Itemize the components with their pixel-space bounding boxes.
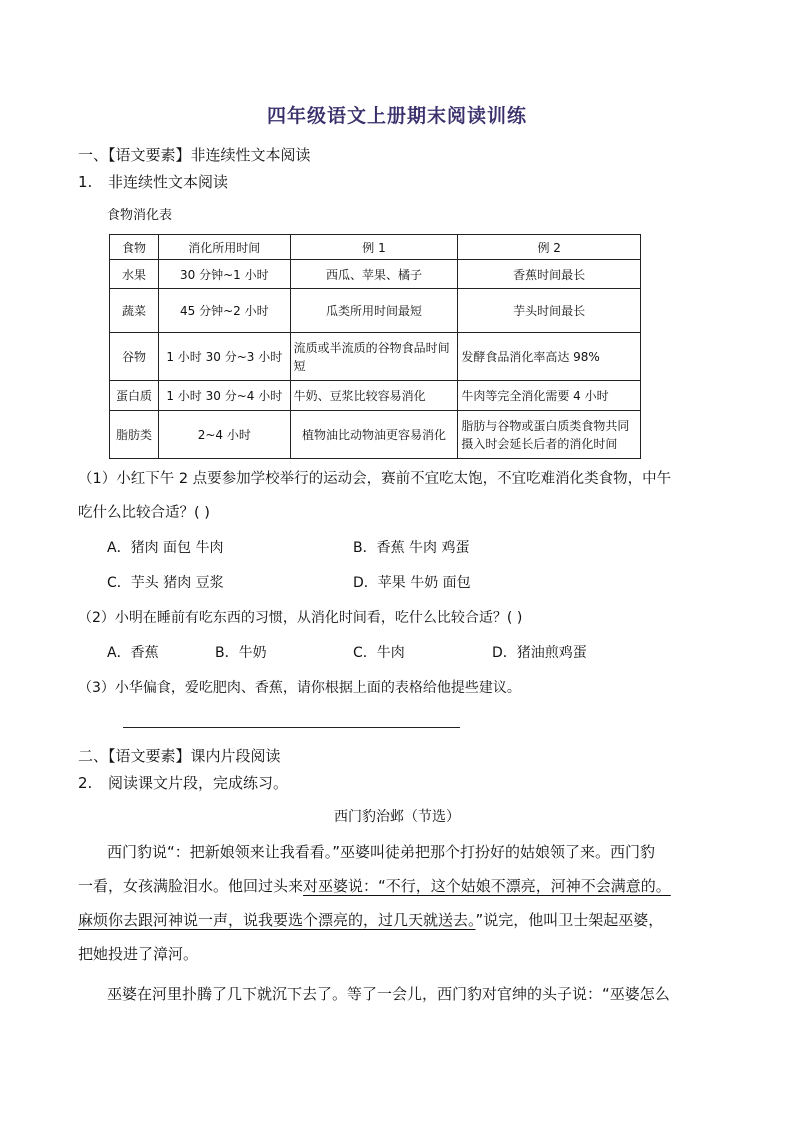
table-cell: 1 小时 30 分~4 小时 — [158, 381, 290, 411]
section1-heading: 一、【语文要素】非连续性文本阅读 — [78, 146, 311, 164]
q2-option-a: A．香蕉 — [107, 645, 159, 661]
table-cell: 蔬菜 — [110, 289, 159, 333]
passage-title: 西门豹治邺（节选） — [334, 809, 460, 825]
table-cell: 瓜类所用时间最短 — [290, 289, 458, 333]
table-row — [110, 411, 641, 459]
table-header-cell: 消化所用时间 — [158, 235, 290, 260]
table-cell: 1 小时 30 分~3 小时 — [158, 333, 290, 381]
q1-option-b: B．香蕉 牛肉 鸡蛋 — [353, 540, 470, 556]
table-cell: 西瓜、苹果、橘子 — [290, 260, 458, 289]
table-cell: 脂肪与谷物或蛋白质类食物共同摄入时会延长后者的消化时间 — [458, 411, 641, 459]
passage-line — [78, 876, 671, 896]
page-title: 四年级语文上册期末阅读训练 — [266, 105, 527, 127]
digestion-table — [109, 234, 641, 459]
table-cell: 30 分钟~1 小时 — [158, 260, 290, 289]
table-row — [110, 260, 641, 289]
table-cell: 2~4 小时 — [158, 411, 290, 459]
q1-line2: 吃什么比较合适？( ) — [78, 505, 210, 521]
passage-line: 把她投进了漳河。 — [78, 945, 199, 963]
q2-option-c: C．牛肉 — [353, 645, 405, 661]
q1-line1: （1）小红下午 2 点要参加学校举行的运动会，赛前不宜吃太饱，不宜吃难消化类食物，中午 — [78, 471, 672, 487]
answer-line[interactable] — [123, 727, 460, 728]
table-cell: 流质或半流质的谷物食品时间短 — [290, 333, 458, 381]
table-cell: 45 分钟~2 小时 — [158, 289, 290, 333]
passage-text: ”说完，他叫卫士架起巫婆， — [475, 911, 664, 929]
q2-option-b: B．牛奶 — [215, 645, 267, 661]
table-caption: 食物消化表 — [107, 208, 173, 223]
q2-option-d: D．猪油煎鸡蛋 — [492, 645, 587, 661]
question1-number: 1. — [78, 173, 93, 191]
table-cell: 谷物 — [110, 333, 159, 381]
table-cell: 牛奶、豆浆比较容易消化 — [290, 381, 458, 411]
underlined-sentence: 麻烦你去跟河神说一声，说我要选个漂亮的，过几天就送去。 — [78, 911, 476, 929]
question2-text: 阅读课文片段，完成练习。 — [108, 774, 289, 792]
table-cell: 牛肉等完全消化需要 4 小时 — [458, 381, 641, 411]
underlined-sentence: 对巫婆说：“不行，这个姑娘不漂亮，河神不会满意的。 — [303, 877, 671, 895]
question2-number: 2. — [78, 774, 93, 792]
table-cell: 香蕉时间最长 — [458, 260, 641, 289]
section2-heading: 二、【语文要素】课内片段阅读 — [78, 747, 281, 765]
table-header-row — [110, 235, 641, 260]
table-header-cell: 例 2 — [458, 235, 641, 260]
table-header-cell: 食物 — [110, 235, 159, 260]
q1-option-a: A．猪肉 面包 牛肉 — [107, 540, 224, 556]
q1-option-c: C．芋头 猪肉 豆浆 — [107, 575, 224, 591]
table-cell: 芋头时间最长 — [458, 289, 641, 333]
q1-option-d: D．苹果 牛奶 面包 — [353, 575, 471, 591]
table-cell: 水果 — [110, 260, 159, 289]
passage-line: 巫婆在河里扑腾了几下就沉下去了。等了一会儿，西门豹对官绅的头子说：“巫婆怎么 — [107, 985, 670, 1003]
passage-text: 一看，女孩满脸泪水。他回过头来 — [78, 877, 304, 895]
table-row — [110, 289, 641, 333]
table-cell: 植物油比动物油更容易消化 — [290, 411, 458, 459]
q3-line: （3）小华偏食，爱吃肥肉、香蕉，请你根据上面的表格给他提些建议。 — [78, 680, 521, 696]
table-cell: 发酵食品消化率高达 98% — [458, 333, 641, 381]
table-header-cell: 例 1 — [290, 235, 458, 260]
table-row — [110, 333, 641, 381]
passage-line: 西门豹说“：把新娘领来让我看看。”巫婆叫徒弟把那个打扮好的姑娘领了来。西门豹 — [107, 843, 656, 861]
table-cell: 蛋白质 — [110, 381, 159, 411]
question1-text: 非连续性文本阅读 — [108, 173, 229, 191]
table-row — [110, 381, 641, 411]
q2-line: （2）小明在睡前有吃东西的习惯，从消化时间看，吃什么比较合适？( ) — [78, 610, 523, 626]
passage-line — [78, 910, 663, 930]
table-cell: 脂肪类 — [110, 411, 159, 459]
